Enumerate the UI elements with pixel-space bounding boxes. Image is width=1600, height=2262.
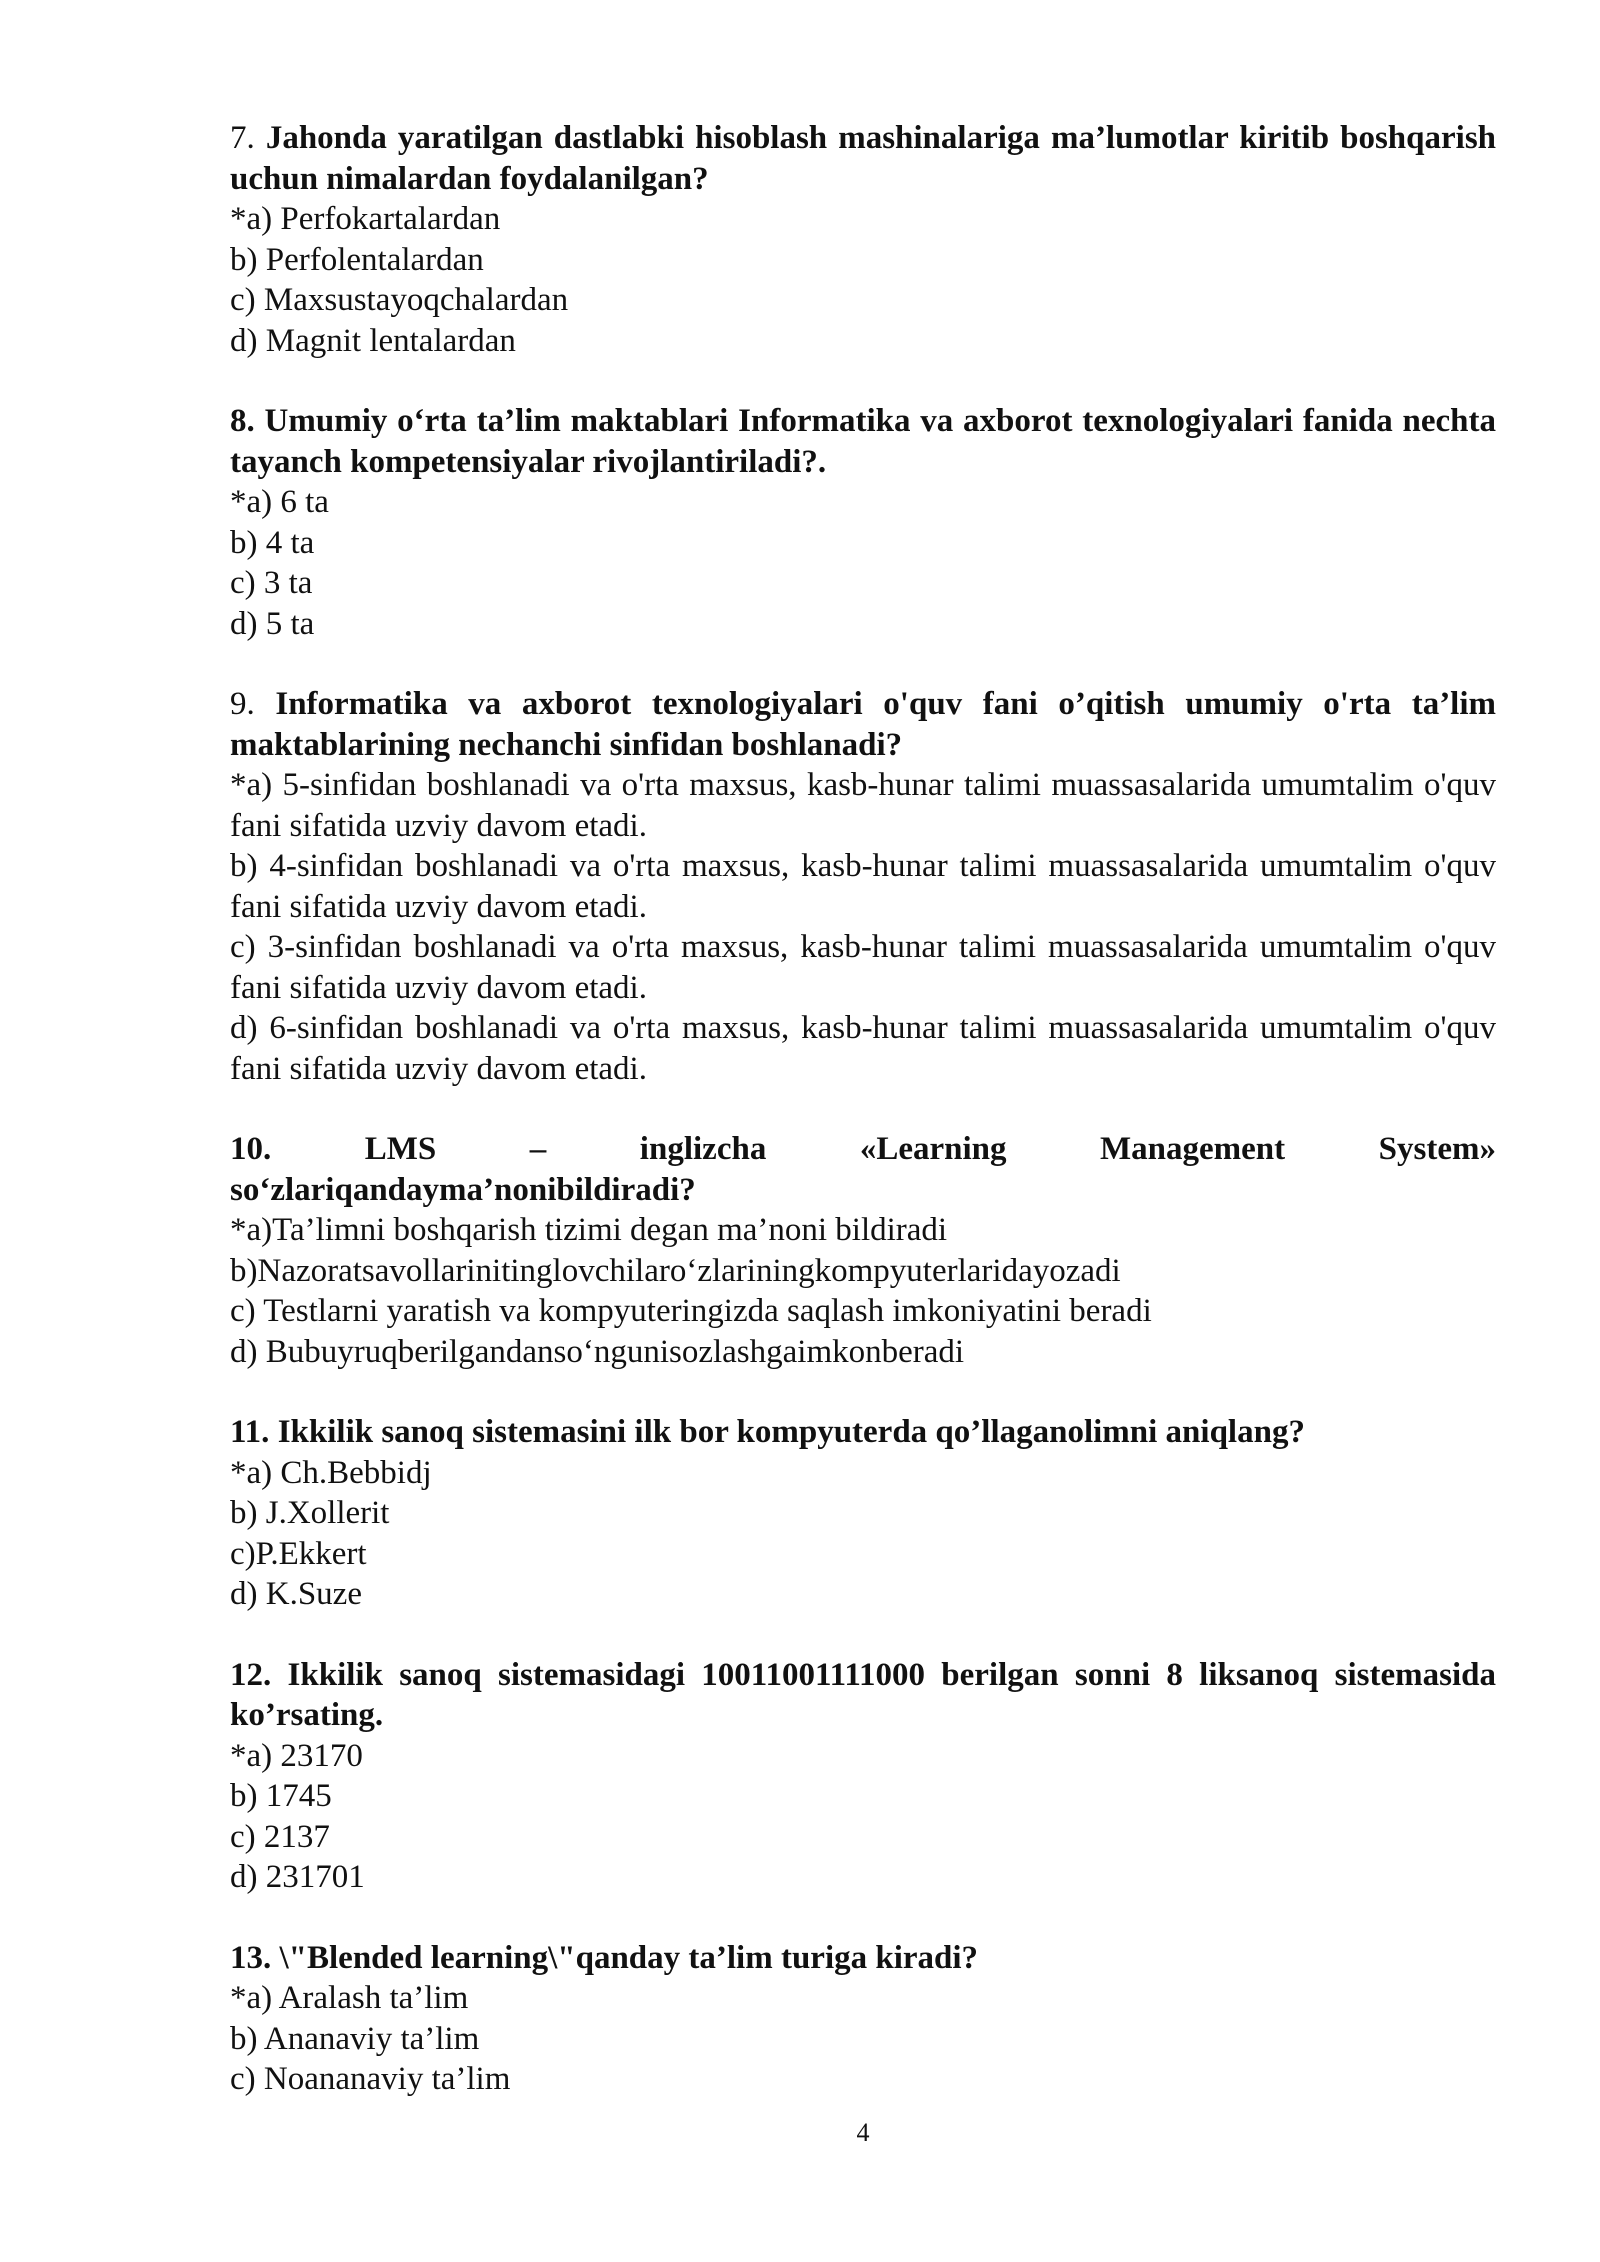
question-10 bbox=[230, 1129, 1496, 1372]
question-number: 13. bbox=[230, 1939, 272, 1976]
question-text bbox=[230, 401, 1496, 482]
answer-option: b) Ananaviy ta’lim bbox=[230, 2020, 480, 2057]
question-7 bbox=[230, 118, 1496, 361]
answer-option: c) 2137 bbox=[230, 1818, 330, 1855]
answer-options bbox=[230, 199, 1496, 361]
question-8 bbox=[230, 401, 1496, 644]
answer-option: b)Nazoratsavollarinitinglovchilaro‘zlariningkompyuterlaridayozadi bbox=[230, 1252, 1121, 1289]
question-11 bbox=[230, 1412, 1496, 1615]
answer-option: c) Noananaviy ta’lim bbox=[230, 2061, 511, 2097]
answer-options bbox=[230, 1210, 1496, 1372]
answer-options bbox=[230, 482, 1496, 644]
question-body: Umumiy o‘rta ta’lim maktablari Informatika va axborot texnologiyalari fanida nechta tayanch kompetensiyalar rivojlantiriladi?. bbox=[230, 403, 1496, 480]
question-number: 10. bbox=[230, 1131, 272, 1167]
question-13 bbox=[230, 1938, 1496, 2100]
answer-option: *a)Ta’limni boshqarish tizimi degan ma’noni bildiradi bbox=[230, 1212, 948, 1248]
question-number: 8. bbox=[230, 403, 255, 439]
answer-option: c) 3-sinfidan boshlanadi va o'rta maxsus, kasb-hunar talimi muassasalarida umumtalim o'quv fani sifatida uzviy davom etadi. bbox=[230, 929, 1496, 1006]
page-number: 4 bbox=[856, 2118, 870, 2147]
question-number: 9. bbox=[230, 686, 255, 722]
answer-options bbox=[230, 1736, 1496, 1898]
question-12 bbox=[230, 1655, 1496, 1898]
answer-option: d) 231701 bbox=[230, 1859, 365, 1895]
answer-options bbox=[230, 1978, 1496, 2100]
answer-option: *a) 23170 bbox=[230, 1737, 363, 1774]
answer-option: c) Testlarni yaratish va kompyuteringizda saqlash imkoniyatini beradi bbox=[230, 1293, 1152, 1329]
question-body: Jahonda yaratilgan dastlabki hisoblash mashinalariga ma’lumotlar kiritib boshqarish uchun nimalardan foydalanilgan? bbox=[230, 120, 1497, 197]
answer-option: b) 4 ta bbox=[230, 524, 315, 561]
question-body-line2: so‘zlariqandayma’nonibildiradi? bbox=[230, 1171, 696, 1208]
question-text bbox=[230, 118, 1496, 199]
answer-option: d) Bubuyruqberilgandanso‘ngunisozlashgaimkonberadi bbox=[230, 1333, 965, 1370]
answer-options bbox=[230, 1453, 1496, 1615]
answer-option: d) 5 ta bbox=[230, 605, 315, 642]
answer-option: c) 3 ta bbox=[230, 565, 313, 601]
answer-options bbox=[230, 765, 1496, 1089]
question-number: 11. bbox=[230, 1414, 270, 1450]
answer-option: b) J.Xollerit bbox=[230, 1495, 390, 1531]
question-body: Informatika va axborot texnologiyalari o'quv fani o’qitish umumiy o'rta ta’lim maktablarining nechanchi sinfidan boshlanadi? bbox=[230, 686, 1497, 763]
answer-option: *a) Ch.Bebbidj bbox=[230, 1454, 432, 1491]
answer-option: c) Maxsustayoqchalardan bbox=[230, 282, 569, 318]
answer-option: *a) Perfokartalardan bbox=[230, 201, 501, 237]
question-body: Ikkilik sanoq sistemasidagi 10011001111000 berilgan sonni 8 liksanoq sistemasida ko’rsating. bbox=[230, 1656, 1497, 1733]
answer-option: d) Magnit lentalardan bbox=[230, 322, 516, 359]
question-text bbox=[230, 1938, 1496, 1979]
question-text bbox=[230, 1129, 1496, 1170]
question-text bbox=[230, 1655, 1496, 1736]
question-text bbox=[230, 1412, 1496, 1453]
question-text bbox=[230, 684, 1496, 765]
question-body: Ikkilik sanoq sistemasini ilk bor kompyuterda qo’llaganolimni aniqlang? bbox=[277, 1414, 1305, 1450]
answer-option: *a) 5-sinfidan boshlanadi va o'rta maxsus, kasb-hunar talimi muassasalarida umumtalim o'quv fani sifatida uzviy davom etadi. bbox=[230, 767, 1496, 844]
question-9 bbox=[230, 684, 1496, 1089]
question-number: 12. bbox=[230, 1656, 272, 1693]
answer-option: *a) 6 ta bbox=[230, 484, 329, 520]
answer-option: d) 6-sinfidan boshlanadi va o'rta maxsus, kasb-hunar talimi muassasalarida umumtalim o'quv fani sifatida uzviy davom etadi. bbox=[230, 1010, 1496, 1087]
answer-option: b) Perfolentalardan bbox=[230, 241, 484, 278]
answer-option: c)P.Ekkert bbox=[230, 1535, 367, 1572]
question-body-line1: LMS – inglizcha «Learning Management System» bbox=[364, 1131, 1496, 1167]
document-page bbox=[230, 118, 1496, 2140]
answer-option: *a) Aralash ta’lim bbox=[230, 1980, 469, 2016]
answer-option: b) 1745 bbox=[230, 1778, 332, 1814]
answer-option: b) 4-sinfidan boshlanadi va o'rta maxsus, kasb-hunar talimi muassasalarida umumtalim o'quv fani sifatida uzviy davom etadi. bbox=[230, 848, 1496, 925]
answer-option: d) K.Suze bbox=[230, 1576, 362, 1612]
question-body: \"Blended learning\"qanday ta’lim turiga kiradi? bbox=[279, 1939, 979, 1976]
question-number: 7. bbox=[230, 120, 255, 156]
